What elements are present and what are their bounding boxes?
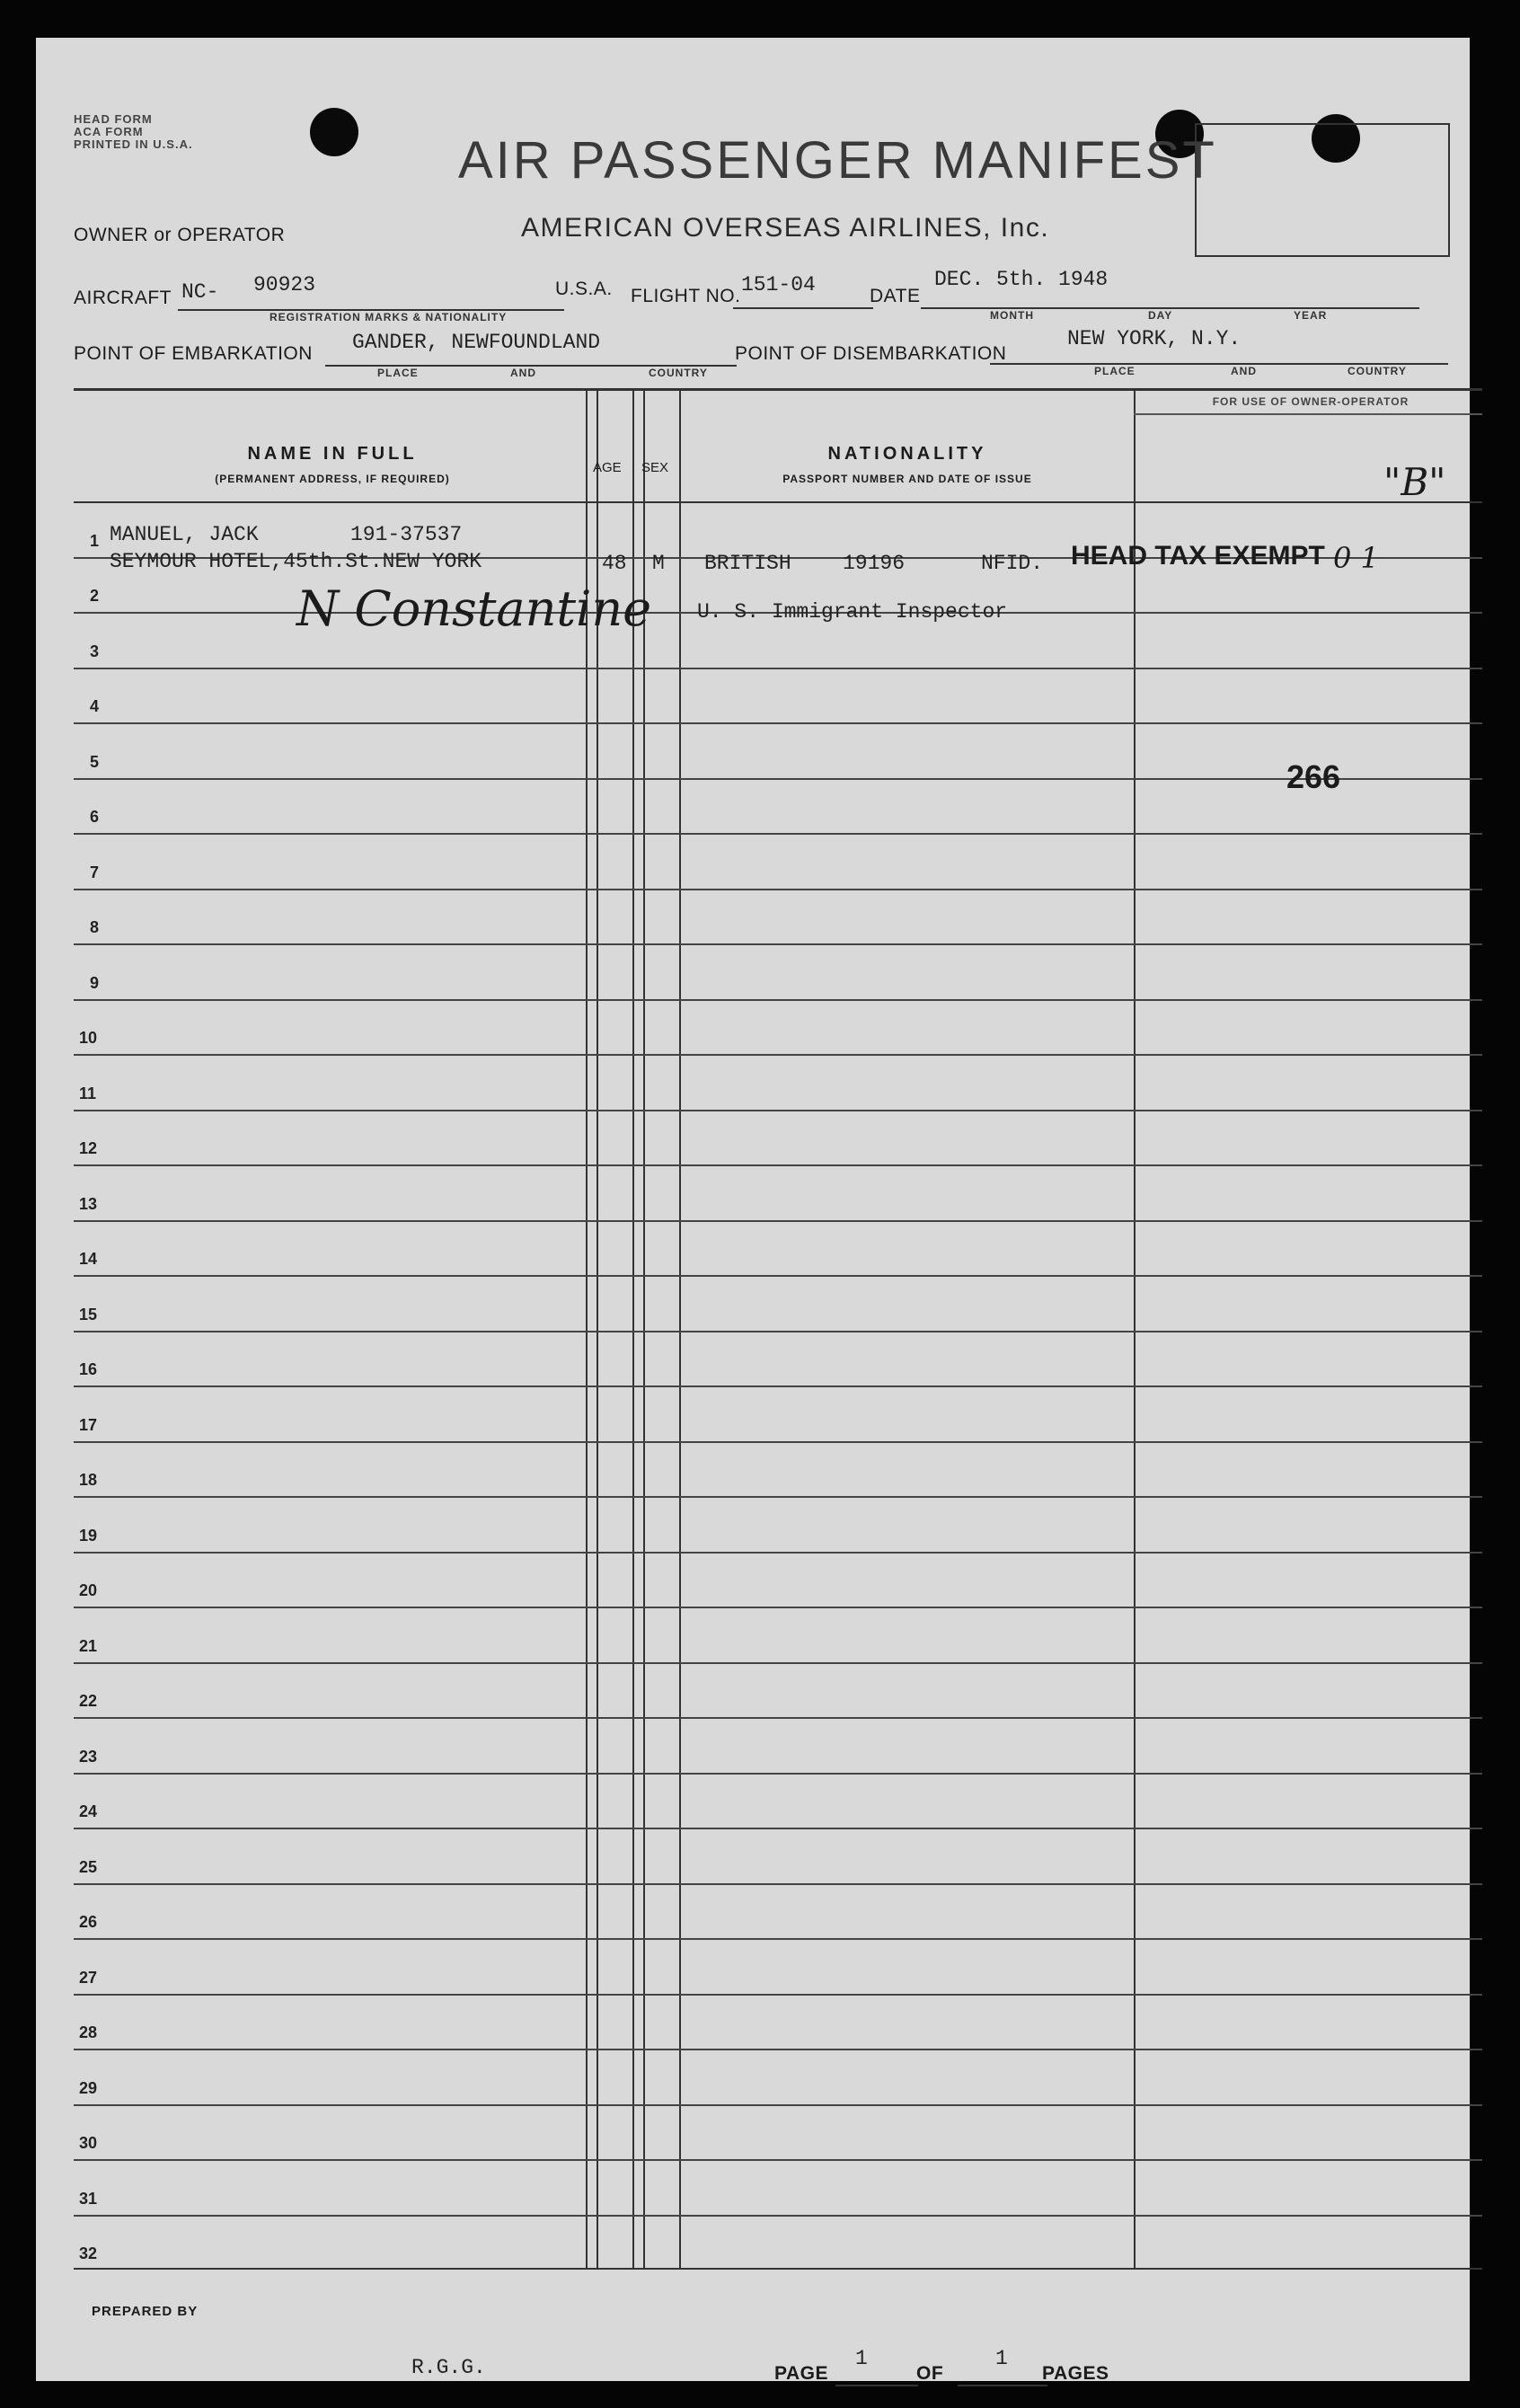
row-number: 21 (79, 1637, 98, 1655)
registration-caption: REGISTRATION MARKS & NATIONALITY (270, 311, 508, 323)
row-number: 23 (79, 1748, 98, 1766)
age-column-header: AGE (593, 460, 622, 475)
row-rule (74, 1717, 1482, 1719)
row-number: 24 (79, 1802, 98, 1820)
page-number: 1 (855, 2347, 868, 2370)
age-sex-divider (632, 390, 634, 2270)
row-number: 6 (90, 808, 100, 826)
row-rule (74, 1385, 1482, 1387)
row-rule (74, 2104, 1482, 2106)
of-field-line (958, 2385, 1047, 2386)
aircraft-number: 90923 (253, 273, 316, 297)
row-rule (74, 722, 1482, 724)
row-rule (74, 1552, 1482, 1554)
row-number: 9 (90, 974, 100, 992)
name-column-subheader: (PERMANENT ADDRESS, IF REQUIRED) (215, 473, 450, 485)
pages-label: PAGES (1042, 2363, 1109, 2384)
row-rule (74, 1164, 1482, 1166)
owner-code: 0 1 (1333, 541, 1379, 575)
passenger-name: MANUEL, JACK (110, 523, 259, 546)
nationality-column-subheader: PASSPORT NUMBER AND DATE OF ISSUE (782, 473, 1032, 485)
row-number: 22 (79, 1692, 98, 1710)
row-rule (74, 1607, 1482, 1608)
table-header-rule (74, 501, 1482, 503)
prepared-by-label: PREPARED BY (92, 2304, 199, 2319)
owner-column-header: FOR USE OF OWNER-OPERATOR (1212, 395, 1410, 408)
row-number: 15 (79, 1306, 98, 1324)
row-rule (74, 1773, 1482, 1775)
passport-number: 19196 (843, 552, 906, 575)
passenger-age: 48 (602, 552, 627, 575)
aircraft-prefix: NC- (181, 280, 219, 304)
sex-nationality-divider (679, 390, 681, 2270)
owner-header-rule (1134, 413, 1482, 415)
row-rule (74, 1331, 1482, 1332)
passenger-sex: M (652, 552, 665, 575)
table-bottom-rule (74, 2268, 1482, 2270)
flight-number: 151-04 (741, 273, 816, 297)
row-number: 25 (79, 1858, 98, 1876)
row-number: 4 (90, 697, 100, 715)
and-caption: AND (510, 367, 536, 379)
form-title: AIR PASSENGER MANIFEST (458, 131, 1217, 190)
row-rule (74, 1496, 1482, 1498)
country-caption: COUNTRY (649, 367, 708, 379)
row-number: 14 (79, 1250, 98, 1268)
name-column-header: NAME IN FULL (247, 444, 418, 464)
place-caption: PLACE (377, 367, 419, 379)
official-stamp-box (1195, 123, 1450, 257)
form-id-line: PRINTED IN U.S.A. (74, 137, 193, 151)
total-pages: 1 (995, 2347, 1008, 2370)
manifest-sheet (36, 38, 1470, 2384)
row-rule (74, 1662, 1482, 1664)
row-number: 17 (79, 1416, 98, 1434)
row-rule (74, 999, 1482, 1001)
country-caption-2: COUNTRY (1348, 365, 1407, 377)
head-tax-stamp: HEAD TAX EXEMPT (1071, 541, 1325, 571)
of-label: OF (916, 2363, 944, 2384)
day-caption: DAY (1148, 309, 1173, 322)
row-rule (74, 1994, 1482, 1996)
date-value: DEC. 5th. 1948 (934, 268, 1109, 291)
row-rule (74, 1110, 1482, 1111)
row-number: 2 (90, 587, 100, 605)
age-sex-divider-2 (643, 390, 645, 2270)
row-rule (74, 1828, 1482, 1829)
prepared-by-value: R.G.G. (411, 2356, 486, 2379)
row-number: 28 (79, 2023, 98, 2041)
row-rule (74, 1220, 1482, 1222)
usa-label: U.S.A. (555, 279, 613, 299)
row-rule (74, 1938, 1482, 1940)
row-rule (74, 889, 1482, 890)
date-label: DATE (870, 286, 921, 306)
row-rule (74, 1441, 1482, 1443)
inspector-signature: N Constantine (296, 580, 652, 637)
row-number: 5 (90, 753, 100, 771)
disembarkation-value: NEW YORK, N.Y. (1067, 327, 1242, 350)
row-number: 19 (79, 1527, 98, 1545)
row-rule (74, 943, 1482, 945)
row-number: 7 (90, 863, 100, 881)
table-top-rule (74, 388, 1482, 391)
form-id-line: ACA FORM (74, 125, 144, 138)
passport-issued: NFID. (981, 552, 1044, 575)
row-number: 20 (79, 1581, 98, 1599)
row-number: 12 (79, 1139, 98, 1157)
row-rule (74, 668, 1482, 669)
nationality-owner-divider (1134, 390, 1136, 2270)
row-rule (74, 1883, 1482, 1885)
disembarkation-label: POINT OF DISEMBARKATION (735, 343, 1007, 364)
embarkation-label: POINT OF EMBARKATION (74, 343, 313, 364)
embarkation-value: GANDER, NEWFOUNDLAND (352, 331, 601, 354)
place-caption-2: PLACE (1094, 365, 1136, 377)
row-rule (74, 833, 1482, 835)
row-rule (74, 1275, 1482, 1277)
sex-column-header: SEX (641, 460, 669, 475)
row-number: 18 (79, 1471, 98, 1489)
row-rule (74, 2159, 1482, 2161)
row-number: 32 (79, 2244, 98, 2262)
year-caption: YEAR (1294, 309, 1328, 322)
stamp-number: 266 (1286, 758, 1341, 795)
row-number: 10 (79, 1029, 98, 1047)
row-number: 31 (79, 2190, 98, 2208)
operator-name: AMERICAN OVERSEAS AIRLINES, Inc. (521, 213, 1050, 243)
page-label: PAGE (774, 2363, 828, 2384)
form-id-block (74, 113, 193, 151)
owner-mark: "B" (1383, 460, 1446, 504)
aircraft-label: AIRCRAFT (74, 288, 172, 308)
passenger-nationality: BRITISH (704, 552, 791, 575)
form-id-line: HEAD FORM (74, 112, 153, 126)
flight-field-line (733, 307, 873, 309)
alien-number: 191-37537 (350, 523, 463, 546)
row-number: 27 (79, 1969, 98, 1987)
operator-label: OWNER or OPERATOR (74, 225, 286, 245)
name-age-divider (586, 390, 588, 2270)
row-number: 29 (79, 2079, 98, 2097)
row-number: 16 (79, 1360, 98, 1378)
row-rule (74, 2215, 1482, 2217)
and-caption-2: AND (1231, 365, 1257, 377)
page-field-line (835, 2385, 918, 2386)
passenger-address: SEYMOUR HOTEL,45th.St.NEW YORK (110, 550, 482, 573)
row-number: 3 (90, 642, 100, 660)
nationality-column-header: NATIONALITY (827, 444, 987, 464)
month-caption: MONTH (990, 309, 1034, 322)
row-number: 11 (79, 1084, 97, 1102)
row-number: 1 (90, 532, 100, 550)
row-number: 26 (79, 1913, 98, 1931)
row-number: 30 (79, 2134, 98, 2152)
name-age-divider-2 (597, 390, 598, 2270)
row-number: 13 (79, 1195, 98, 1213)
row-number: 8 (90, 918, 100, 936)
flight-label: FLIGHT NO. (631, 286, 741, 306)
inspector-title: U. S. Immigrant Inspector (697, 600, 1008, 624)
punch-hole-left (310, 108, 358, 156)
row-rule (74, 2049, 1482, 2050)
row-rule (74, 1054, 1482, 1056)
row-rule (74, 778, 1482, 780)
